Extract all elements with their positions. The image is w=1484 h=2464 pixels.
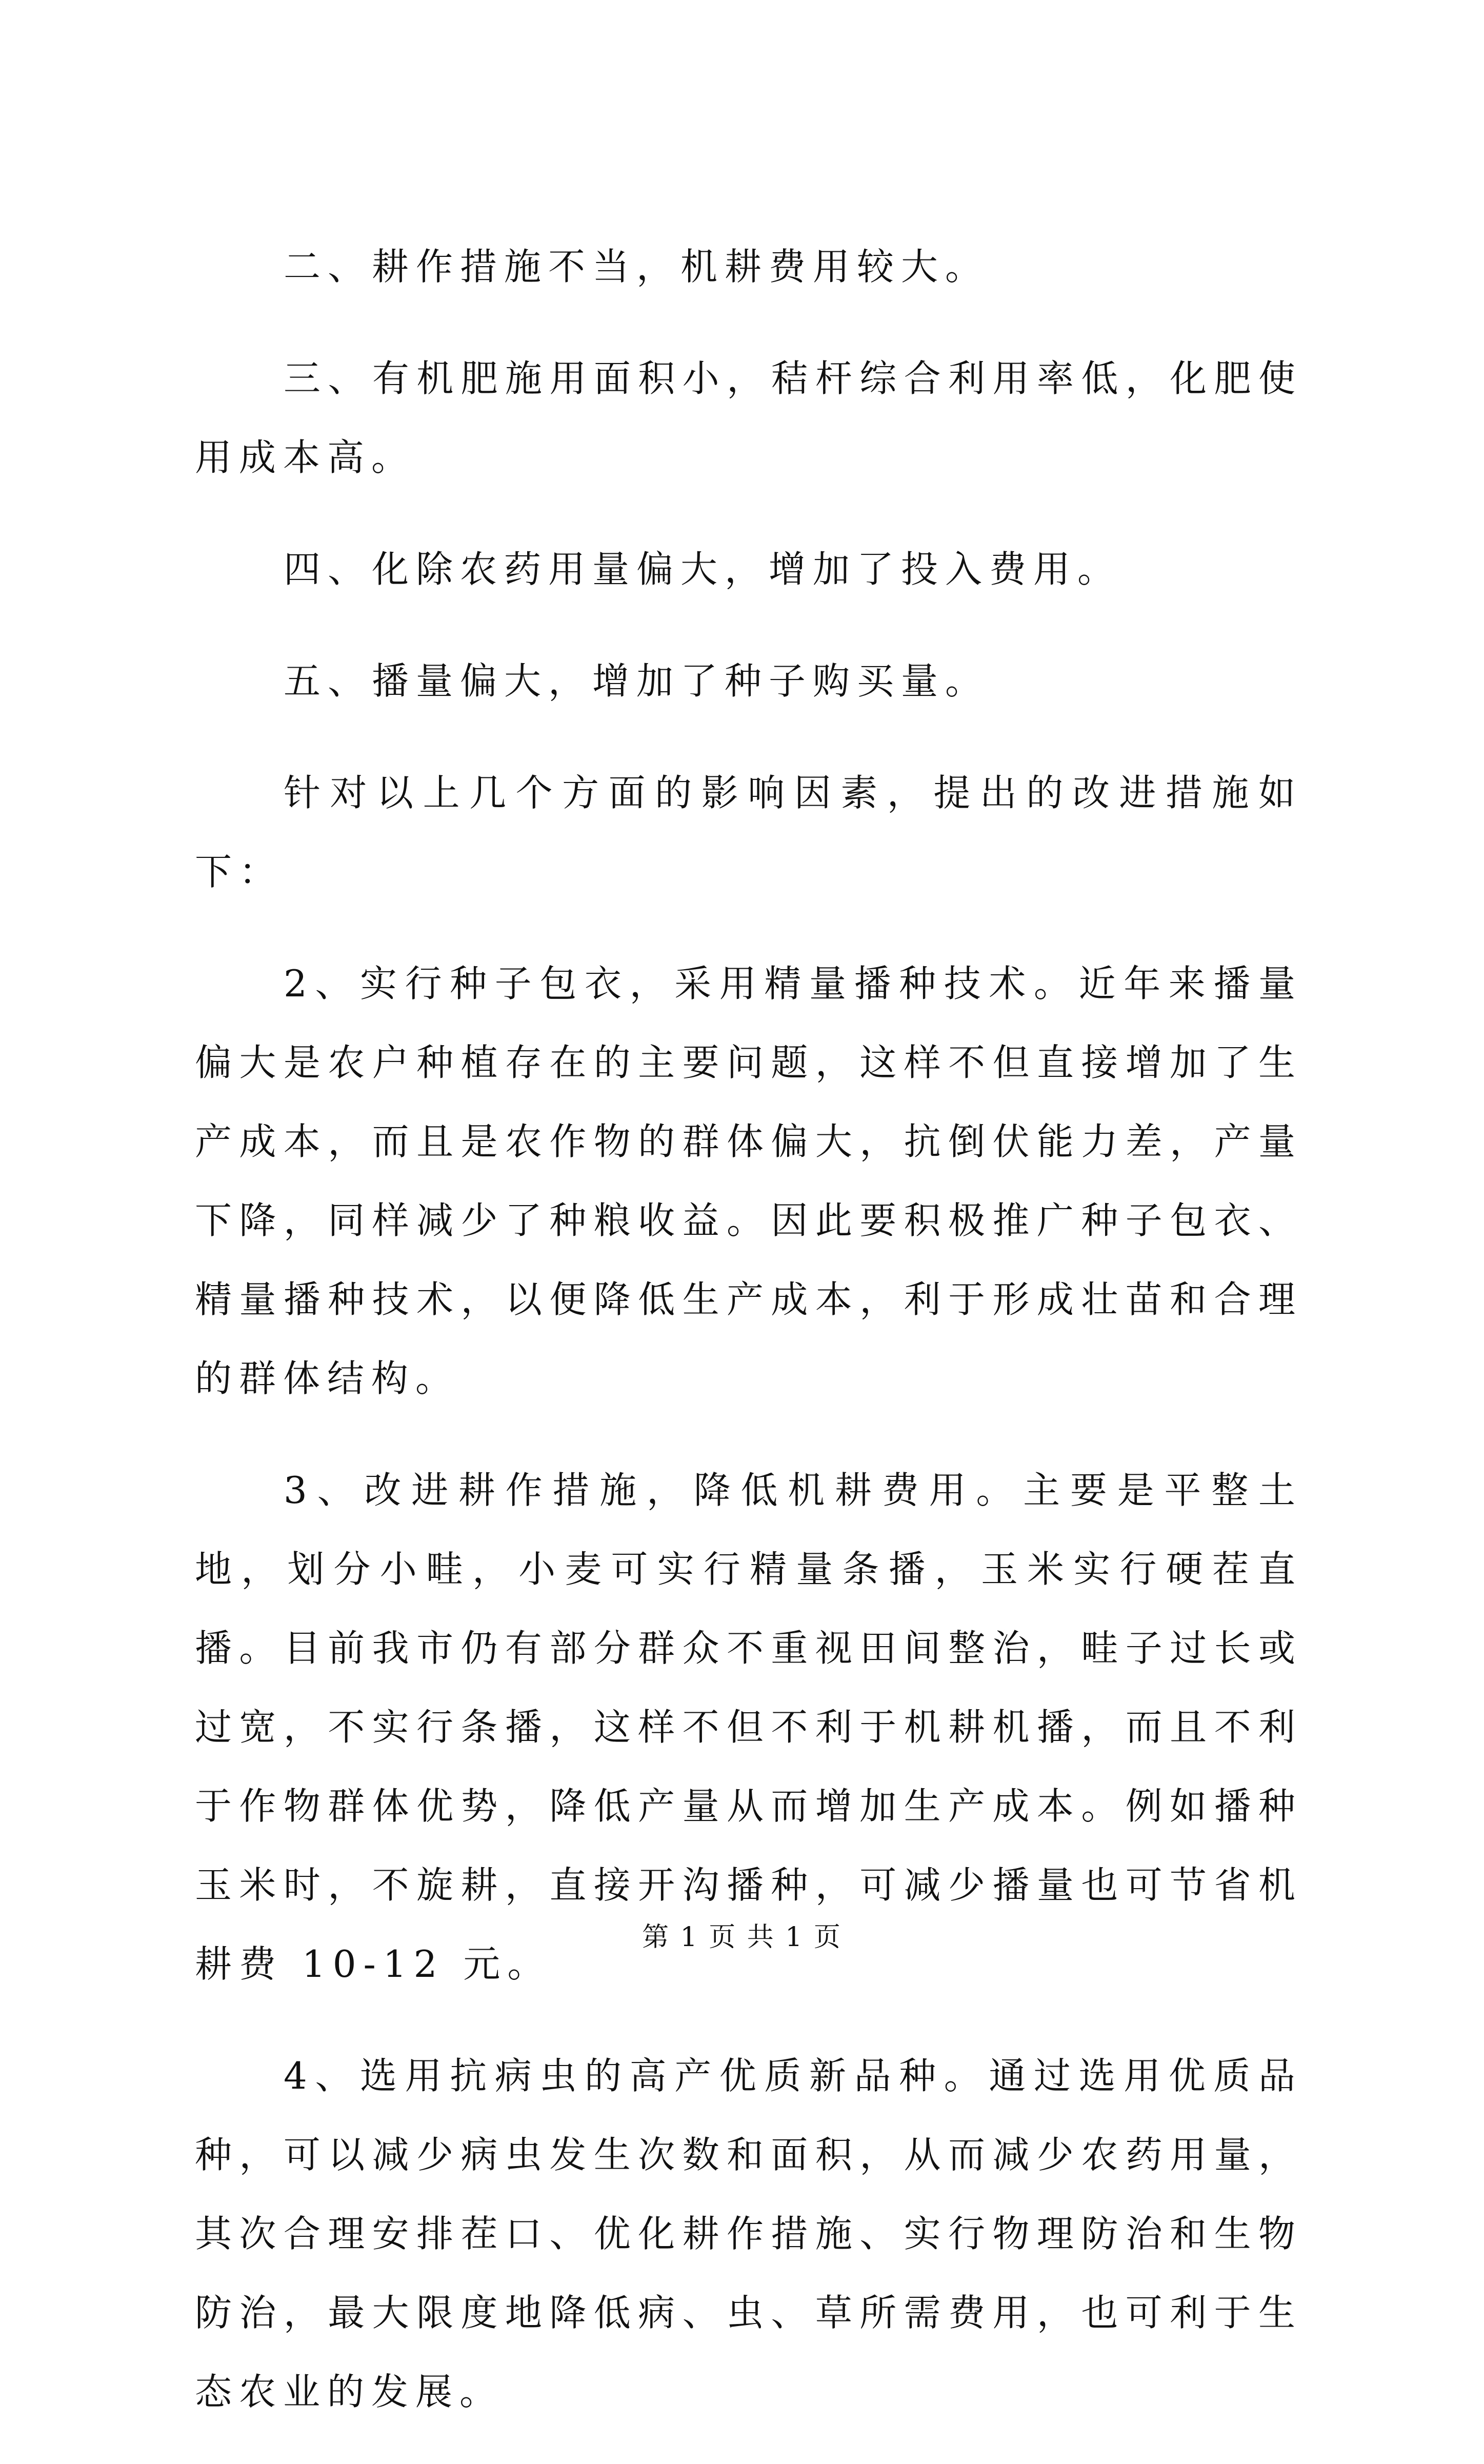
paragraph-measure-3: 3、改进耕作措施，降低机耕费用。主要是平整土地，划分小畦，小麦可实行精量条播，玉米实行硬茬直播。目前我市仍有部分群众不重视田间整治，畦子过长或过宽，不实行条播，这样不但不利于机耕机播，而且不利于作物群体优势，降低产量从而增加生产成本。例如播种玉米时，不旋耕，直接开沟播种，可减少播量也可节省机耕费 10-12 元。 xyxy=(195,1469,1302,1986)
paragraph-item-3: 三、有机肥施用面积小，秸杆综合利用率低，化肥使用成本高。 xyxy=(195,357,1302,479)
page-number-footer: 第 1 页 共 1 页 xyxy=(642,1922,842,1953)
document-body xyxy=(195,227,1302,2464)
paragraph-measures-intro: 针对以上几个方面的影响因素，提出的改进措施如下： xyxy=(195,771,1302,893)
paragraph-measure-2: 2、实行种子包衣，采用精量播种技术。近年来播量偏大是农户种植存在的主要问题，这样不但直接增加了生产成本，而且是农作物的群体偏大，抗倒伏能力差，产量下降，同样减少了种粮收益。因此要积极推广种子包衣、精量播种技术，以便降低生产成本，利于形成壮苗和合理的群体结构。 xyxy=(195,962,1302,1400)
paragraph-measure-4: 4、选用抗病虫的高产优质新品种。通过选用优质品种，可以减少病虫发生次数和面积，从而减少农药用量，其次合理安排茬口、优化耕作措施、实行物理防治和生物防治，最大限度地降低病、虫、草所需费用，也可利于生态农业的发展。 xyxy=(195,2054,1302,2413)
paragraph-item-2: 二、耕作措施不当，机耕费用较大。 xyxy=(284,245,990,288)
paragraph-item-5: 五、播量偏大，增加了种子购买量。 xyxy=(284,659,990,703)
paragraph-item-4: 四、化除农药用量偏大，增加了投入费用。 xyxy=(284,548,1122,591)
